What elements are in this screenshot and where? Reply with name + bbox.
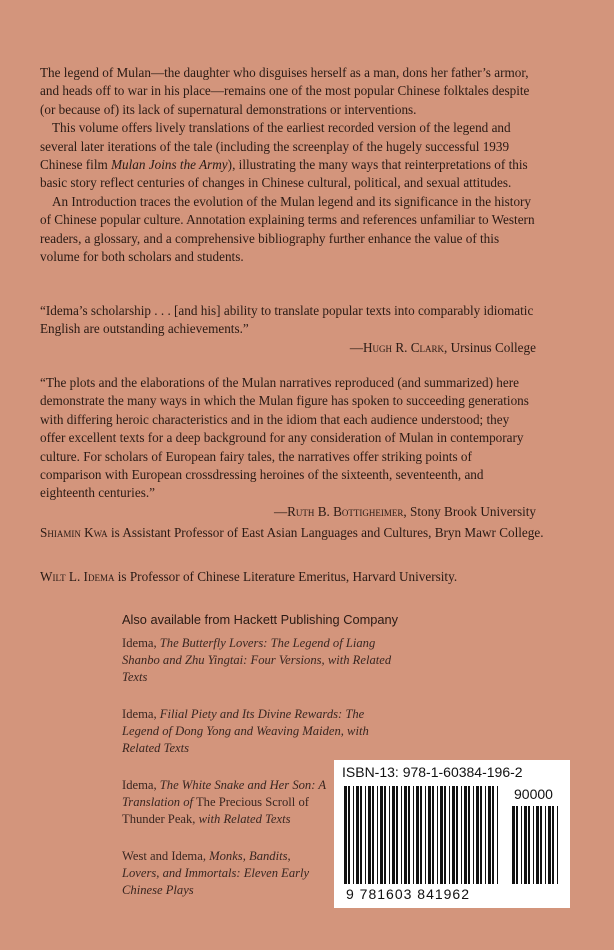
reviewer-name: —Hugh R. Clark bbox=[349, 339, 445, 355]
book-title-plain: The Precious Scroll of Thunder Peak, bbox=[122, 795, 309, 826]
book-author: Idema, bbox=[122, 778, 160, 792]
list-item bbox=[122, 706, 392, 757]
book-author: Idema, bbox=[122, 707, 160, 721]
reviewer-affiliation: , Ursinus College bbox=[444, 339, 536, 355]
book-title: Filial Piety and Its Divine Rewards: The Legend of Dong Yong and Weaving Maiden, with Related Texts bbox=[122, 707, 369, 755]
also-available-heading: Also available from Hackett Publishing Company bbox=[122, 612, 398, 627]
list-item bbox=[122, 777, 334, 828]
quote-text: “Idema’s scholarship . . . [and his] ability to translate popular texts into comparably idiomatic English are outstanding achievements.” bbox=[40, 303, 534, 337]
description-paragraph-3: An Introduction traces the evolution of the Mulan legend and its significance in the history of Chinese popular culture. Annotation explaining terms and references unfamiliar to Western readers, a glossary, and a comprehensive bibliography further enhance the value of this volume for both scholars and students. bbox=[40, 193, 535, 265]
book-author: Idema, bbox=[122, 636, 160, 650]
description-paragraph-2 bbox=[40, 119, 536, 193]
list-item bbox=[122, 635, 402, 686]
author-name: Shiamin Kwa bbox=[40, 525, 108, 540]
description-p2-start: This volume offers lively translations of the earliest recorded version of the legend and several later iterations of the tale (including the screenplay of the hugely successful 1939 Chinese film bbox=[40, 120, 511, 173]
description-p2-end: ), illustrating the many ways that reinterpretations of this basic story reflect centuries of changes in Chinese cultural, political, and sexual attitudes. bbox=[40, 157, 528, 191]
book-title: Monks, Bandits, Lovers, and Immortals: Eleven Early Chinese Plays bbox=[122, 849, 310, 897]
quote-attribution bbox=[40, 503, 536, 521]
author-bio-text: is Professor of Chinese Literature Emeritus, Harvard University. bbox=[114, 569, 458, 584]
review-quote-bottigheimer bbox=[40, 374, 536, 521]
bio-kwa bbox=[40, 524, 560, 542]
reviewer-affiliation: , Stony Brook University bbox=[403, 503, 536, 519]
price-code: 90000 bbox=[514, 786, 553, 802]
book-title: The White Snake and Her Son: A Translation of bbox=[122, 778, 326, 809]
list-item bbox=[122, 848, 322, 899]
quote-text: “The plots and the elaborations of the Mulan narratives reproduced (and summarized) here demonstrate the many ways in which the Mulan figure has spoken to succeeding generations with differing heroic characteristics and in the idiom that each audience understood; they offer excellent texts for a deep background for any consideration of Mulan in contemporary culture. For scholars of European fairy tales, the narratives offer striking points of comparison with European crossdressing heroines of the sixteenth, seventeenth, and eighteenth centuries.” bbox=[40, 375, 529, 501]
isbn-barcode bbox=[334, 760, 570, 908]
barcode-digits: 9 781603 841962 bbox=[346, 886, 470, 902]
isbn-label: ISBN-13: 978-1-60384-196-2 bbox=[342, 764, 523, 780]
quote-attribution bbox=[40, 339, 536, 357]
reviewer-name: —Ruth B. Bottigheimer bbox=[273, 503, 404, 519]
book-author: West and Idema, bbox=[122, 849, 210, 863]
book-title-end: with Related Texts bbox=[195, 812, 291, 826]
review-quote-clark bbox=[40, 302, 536, 357]
bio-idema bbox=[40, 568, 560, 586]
author-name: Wilt L. Idema bbox=[40, 569, 115, 584]
film-title: Mulan Joins the Army bbox=[111, 157, 228, 173]
description-paragraph-1: The legend of Mulan—the daughter who disguises herself as a man, dons her father’s armor, and heads off to war in his place—remains one of the most popular Chinese folktales despite (or because of) its lack of supernatural demonstrations or interventions. bbox=[40, 65, 530, 117]
author-bio-text: is Assistant Professor of East Asian Languages and Cultures, Bryn Mawr College. bbox=[107, 525, 544, 540]
book-description bbox=[40, 64, 536, 266]
book-title: The Butterfly Lovers: The Legend of Liang Shanbo and Zhu Yingtai: Four Versions, with Related Texts bbox=[122, 636, 392, 684]
